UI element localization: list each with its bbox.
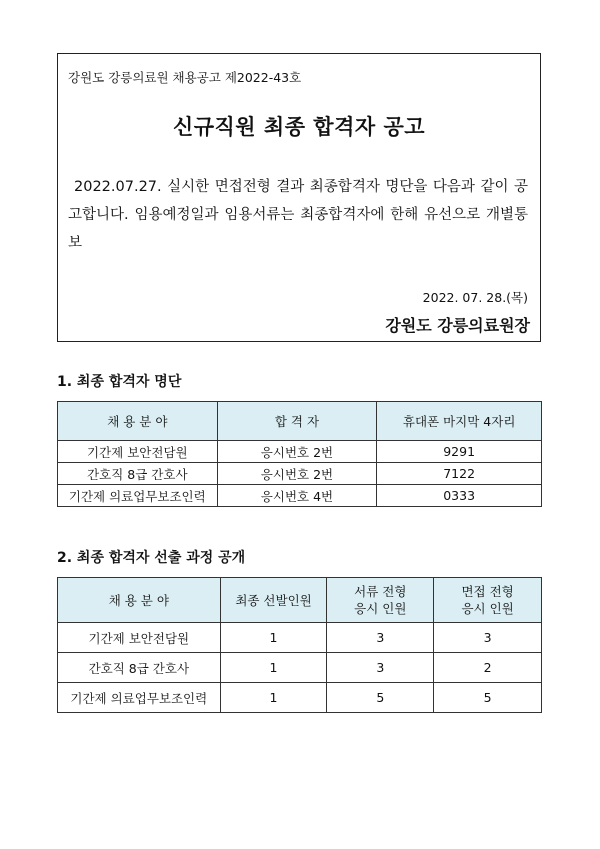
cell-selected: 1 <box>220 683 327 713</box>
table-row <box>58 623 542 653</box>
table-row <box>58 485 542 507</box>
cell-phone: 0333 <box>377 485 542 507</box>
cell-doc-applicants: 3 <box>327 623 434 653</box>
header-cell: 최종 선발인원 <box>220 578 327 623</box>
cell-phone: 9291 <box>377 441 542 463</box>
cell-passer: 응시번호 4번 <box>217 485 377 507</box>
cell-field: 기간제 의료업무보조인력 <box>58 683 221 713</box>
header-cell: 채 용 분 야 <box>58 578 221 623</box>
notice-number: 강원도 강릉의료원 채용공고 제2022-43호 <box>68 70 302 85</box>
table-header-row <box>58 578 542 623</box>
cell-interview-applicants: 5 <box>434 683 542 713</box>
notice-box <box>57 53 541 342</box>
final-passers-table <box>57 401 542 507</box>
header-cell: 면접 전형 응시 인원 <box>434 578 542 623</box>
cell-interview-applicants: 2 <box>434 653 542 683</box>
selection-process-table <box>57 577 542 713</box>
table-row <box>58 683 542 713</box>
header-cell: 합 격 자 <box>217 402 377 441</box>
cell-field: 간호직 8급 간호사 <box>58 463 218 485</box>
notice-date: 2022. 07. 28.(목) <box>422 290 528 305</box>
table-row <box>58 463 542 485</box>
cell-selected: 1 <box>220 653 327 683</box>
table-row <box>58 653 542 683</box>
table-header-row <box>58 402 542 441</box>
cell-doc-applicants: 5 <box>327 683 434 713</box>
header-cell: 휴대폰 마지막 4자리 <box>377 402 542 441</box>
cell-field: 기간제 보안전담원 <box>58 441 218 463</box>
cell-doc-applicants: 3 <box>327 653 434 683</box>
cell-field: 기간제 보안전담원 <box>58 623 221 653</box>
section1-heading: 1. 최종 합격자 명단 <box>57 374 182 390</box>
cell-field: 간호직 8급 간호사 <box>58 653 221 683</box>
section2-heading: 2. 최종 합격자 선출 과정 공개 <box>57 550 246 566</box>
header-cell: 채 용 분 야 <box>58 402 218 441</box>
notice-signer: 강원도 강릉의료원장 <box>385 316 530 335</box>
notice-body: 2022.07.27. 실시한 면접전형 결과 최종합격자 명단을 다음과 같이 공고합니다. 임용예정일과 임용서류는 최종합격자에 한해 유선으로 개별통보 <box>68 179 528 251</box>
cell-field: 기간제 의료업무보조인력 <box>58 485 218 507</box>
cell-passer: 응시번호 2번 <box>217 463 377 485</box>
cell-selected: 1 <box>220 623 327 653</box>
cell-passer: 응시번호 2번 <box>217 441 377 463</box>
header-cell: 서류 전형 응시 인원 <box>327 578 434 623</box>
cell-phone: 7122 <box>377 463 542 485</box>
page-title: 신규직원 최종 합격자 공고 <box>172 115 426 139</box>
cell-interview-applicants: 3 <box>434 623 542 653</box>
table-row <box>58 441 542 463</box>
